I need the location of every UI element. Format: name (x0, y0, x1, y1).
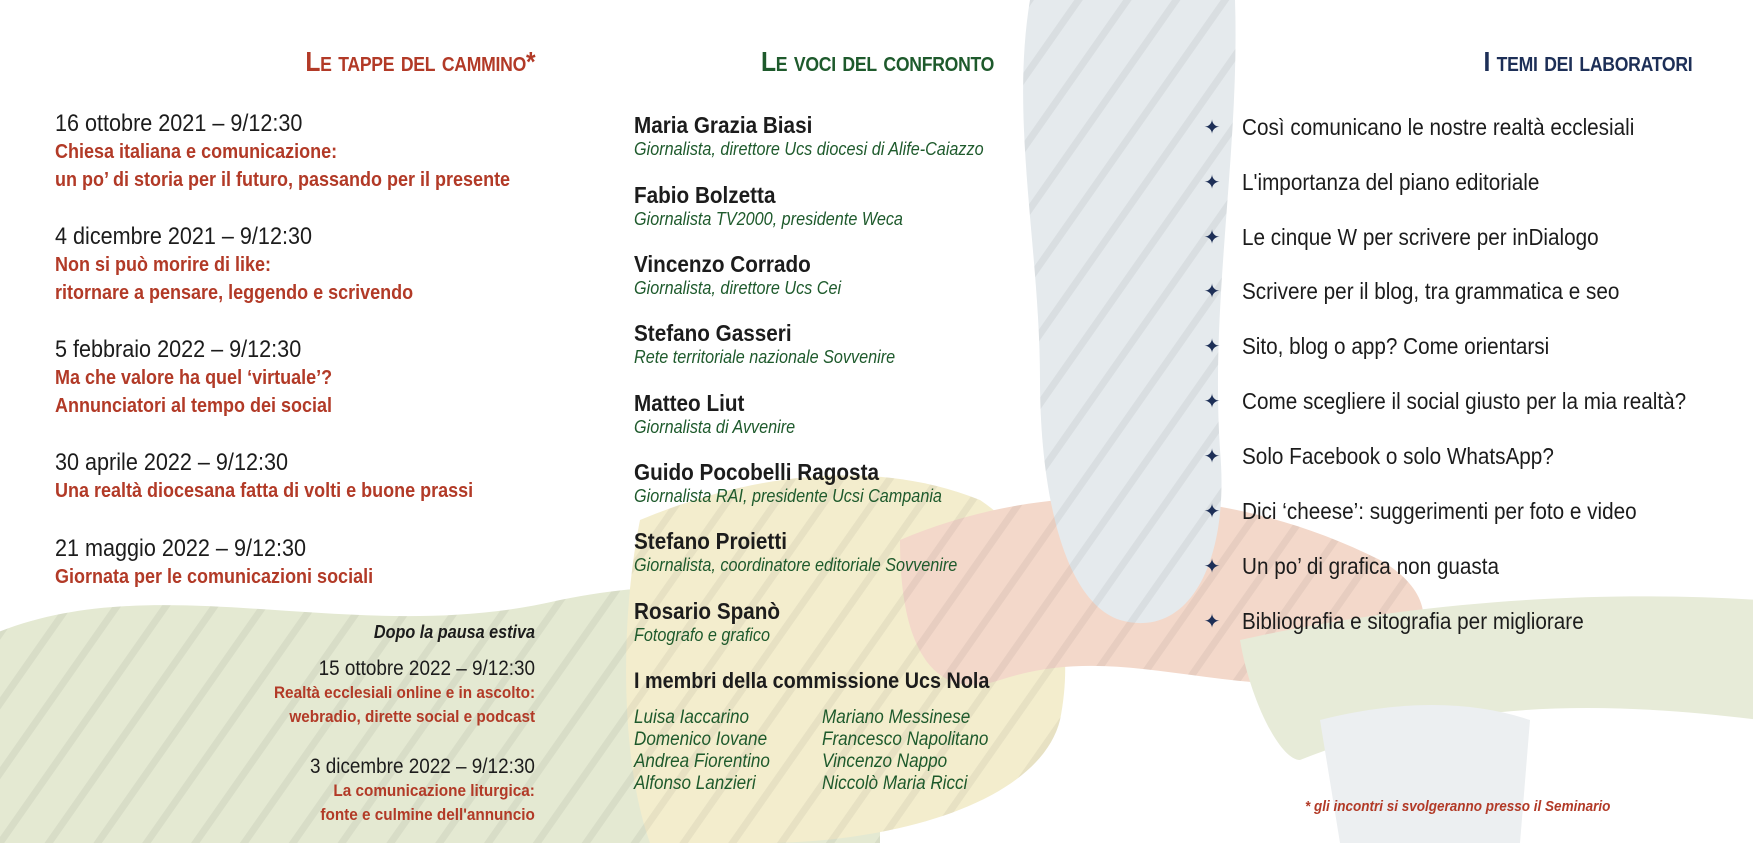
workshop-topic-label: Bibliografia e sitografia per migliorare (1242, 607, 1584, 634)
event-date: 5 febbraio 2022 – 9/12:30 (55, 336, 302, 363)
event-subtitle: fonte e culmine dell'annuncio (320, 805, 535, 824)
member-name: Mariano Messinese (822, 707, 971, 728)
commission-members-title: I membri della commissione Ucs Nola (634, 668, 990, 693)
event-title: La comunicazione liturgica: (333, 781, 535, 800)
event-item (55, 449, 520, 505)
four-point-star-icon: ✦ (1203, 116, 1221, 139)
workshops-column (1200, 0, 1740, 843)
event-subtitle: ritornare a pensare, leggendo e scrivendo (55, 282, 414, 304)
workshop-topic (1200, 331, 1583, 361)
event-item (55, 535, 408, 591)
speaker-name: Guido Pocobelli Ragosta (634, 459, 879, 485)
member-name: Niccolò Maria Ricci (822, 773, 968, 794)
workshop-topic (1200, 167, 1572, 197)
event-subtitle: webradio, dirette social e podcast (289, 707, 535, 726)
workshop-topic (1200, 276, 1661, 306)
speaker-role: Fotografo e grafico (634, 625, 770, 645)
event-date: 15 ottobre 2022 – 9/12:30 (318, 657, 535, 680)
four-point-star-icon: ✦ (1203, 335, 1221, 358)
speaker-role: Giornalista di Avvenire (634, 417, 796, 437)
speaker-name: Rosario Spanò (634, 598, 781, 624)
speaker-name: Maria Grazia Biasi (634, 112, 813, 138)
speaker-name: Stefano Gasseri (634, 320, 792, 346)
workshop-topic (1200, 496, 1681, 526)
speaker-name: Matteo Liut (634, 390, 745, 416)
event-subtitle: un po’ di storia per il futuro, passando per il presente (55, 169, 511, 191)
event-title: Giornata per le comunicazioni sociali (55, 566, 374, 588)
event-title: Ma che valore ha quel ‘virtuale’? (55, 367, 333, 389)
member-name: Francesco Napolitano (822, 729, 989, 750)
event-title: Realtà ecclesiali online e in ascolto: (273, 683, 535, 702)
speaker-item (634, 251, 864, 299)
member-name: Andrea Fiorentino (634, 751, 770, 772)
speaker-name: Fabio Bolzetta (634, 182, 776, 208)
workshop-topic (1200, 386, 1735, 416)
event-title: Non si può morire di like: (55, 254, 272, 276)
event-subtitle: Annunciatori al tempo dei social (55, 395, 333, 417)
workshop-topic-label: Solo Facebook o solo WhatsApp? (1242, 442, 1554, 469)
workshop-topic-label: Così comunicano le nostre realtà ecclesiali (1242, 113, 1635, 140)
speaker-name: Stefano Proietti (634, 528, 787, 554)
event-item (55, 336, 363, 420)
workshop-topic-label: Un po’ di grafica non guasta (1242, 552, 1500, 579)
workshops-heading: I temi dei laboratori (1483, 46, 1692, 77)
event-date: 21 maggio 2022 – 9/12:30 (55, 535, 307, 562)
workshop-topic-label: Dici ‘cheese’: suggerimenti per foto e video (1242, 497, 1637, 524)
four-point-star-icon: ✦ (1203, 280, 1221, 303)
event-item (55, 110, 561, 194)
speaker-item (634, 390, 813, 438)
event-item (285, 755, 535, 827)
workshop-topic (1200, 606, 1622, 636)
speaker-name: Vincenzo Corrado (634, 251, 811, 277)
workshop-topic (1200, 112, 1678, 142)
four-point-star-icon: ✦ (1203, 445, 1221, 468)
event-title: Chiesa italiana e comunicazione: (55, 141, 338, 163)
member-name: Alfonso Lanzieri (634, 773, 756, 794)
workshop-topic-label: L'importanza del piano editoriale (1242, 168, 1540, 195)
workshop-topic-label: Scrivere per il blog, tra grammatica e seo (1242, 277, 1620, 304)
four-point-star-icon: ✦ (1203, 610, 1221, 633)
schedule-heading: Le tappe del cammino* (305, 46, 535, 77)
workshop-topic-label: Come scegliere il social giusto per la mia realtà? (1242, 387, 1687, 414)
speaker-item (634, 320, 924, 368)
event-item (55, 223, 453, 307)
event-date: 3 dicembre 2022 – 9/12:30 (310, 755, 535, 778)
four-point-star-icon: ✦ (1203, 171, 1221, 194)
speakers-heading: Le voci del confronto (761, 46, 995, 77)
event-item (245, 657, 535, 729)
speaker-role: Giornalista, direttore Ucs Cei (634, 278, 842, 298)
workshop-topic-label: Sito, blog o app? Come orientarsi (1242, 332, 1550, 359)
speaker-item (634, 112, 1023, 160)
speaker-item (634, 459, 976, 507)
speaker-role: Giornalista, direttore Ucs diocesi di Alife-Caiazzo (634, 139, 984, 159)
workshop-topic-label: Le cinque W per scrivere per inDialogo (1242, 223, 1599, 250)
footnote: * gli incontri si svolgeranno presso il Seminario (1305, 798, 1611, 815)
workshop-topic (1200, 441, 1588, 471)
member-name: Luisa Iaccarino (634, 707, 750, 728)
four-point-star-icon: ✦ (1203, 390, 1221, 413)
member-name: Domenico Iovane (634, 729, 768, 750)
speaker-role: Rete territoriale nazionale Sovvenire (634, 347, 896, 367)
event-date: 16 ottobre 2021 – 9/12:30 (55, 110, 303, 137)
speaker-role: Giornalista RAI, presidente Ucsi Campania (634, 486, 942, 506)
four-point-star-icon: ✦ (1203, 226, 1221, 249)
member-name: Vincenzo Nappo (822, 751, 948, 772)
speaker-item (634, 598, 796, 646)
four-point-star-icon: ✦ (1203, 500, 1221, 523)
workshop-topic (1200, 551, 1528, 581)
four-point-star-icon: ✦ (1203, 555, 1221, 578)
schedule-column (55, 0, 535, 843)
speaker-role: Giornalista, coordinatore editoriale Sovvenire (634, 555, 958, 575)
speakers-column (634, 0, 1154, 843)
event-date: 30 aprile 2022 – 9/12:30 (55, 449, 289, 476)
speaker-role: Giornalista TV2000, presidente Weca (634, 209, 903, 229)
workshop-topic (1200, 222, 1638, 252)
speaker-item (634, 182, 933, 230)
event-title: Una realtà diocesana fatta di volti e buone prassi (55, 480, 474, 502)
speaker-item (634, 528, 993, 576)
event-date: 4 dicembre 2021 – 9/12:30 (55, 223, 312, 250)
after-summer-label: Dopo la pausa estiva (373, 622, 535, 642)
